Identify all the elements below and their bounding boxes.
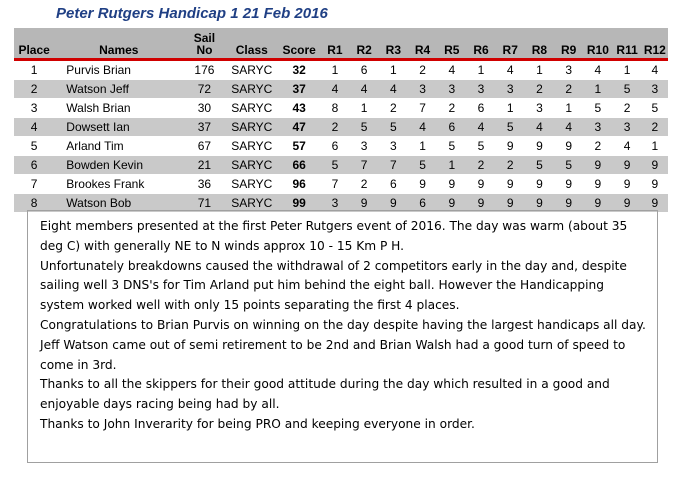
col-header-r2: R2 (350, 28, 379, 60)
race-result-cell: 9 (642, 194, 668, 213)
place-cell: 7 (14, 175, 54, 194)
col-header-r12: R12 (642, 28, 668, 60)
race-result-cell: 5 (612, 80, 641, 99)
race-result-cell: 1 (554, 99, 583, 118)
col-header-r10: R10 (583, 28, 612, 60)
score-cell: 99 (278, 194, 320, 213)
race-result-cell: 9 (496, 194, 525, 213)
name-cell: Watson Jeff (54, 80, 183, 99)
race-result-cell: 5 (583, 99, 612, 118)
race-result-cell: 9 (612, 175, 641, 194)
class-cell: SARYC (226, 80, 278, 99)
race-result-cell: 5 (525, 156, 554, 175)
sail-no-cell: 21 (183, 156, 225, 175)
race-result-cell: 3 (583, 118, 612, 137)
race-result-cell: 3 (496, 80, 525, 99)
place-cell: 6 (14, 156, 54, 175)
race-result-cell: 4 (496, 60, 525, 80)
race-result-cell: 4 (437, 60, 466, 80)
report-paragraph: Eight members presented at the first Peter Rutgers event of 2016. The day was warm (about 35 deg C) with generally NE to N winds approx 10 - 15 Km P H. (40, 219, 628, 253)
race-result-cell: 2 (583, 137, 612, 156)
class-cell: SARYC (226, 60, 278, 80)
name-cell: Brookes Frank (54, 175, 183, 194)
table-row (14, 137, 668, 156)
race-result-cell: 9 (525, 175, 554, 194)
race-result-cell: 9 (496, 137, 525, 156)
race-result-cell: 2 (408, 60, 437, 80)
race-result-cell: 4 (642, 60, 668, 80)
report-paragraph: Thanks to all the skippers for their good attitude during the day which resulted in a good and enjoyable days racing being had by all. (40, 377, 610, 412)
race-result-cell: 9 (554, 175, 583, 194)
race-result-cell: 5 (466, 137, 495, 156)
race-result-cell: 7 (379, 156, 408, 175)
race-result-cell: 3 (642, 80, 668, 99)
score-cell: 66 (278, 156, 320, 175)
sail-no-cell: 176 (183, 60, 225, 80)
race-result-cell: 8 (320, 99, 349, 118)
race-result-cell: 6 (466, 99, 495, 118)
race-result-cell: 3 (437, 80, 466, 99)
col-header-r1: R1 (320, 28, 349, 60)
score-cell: 43 (278, 99, 320, 118)
race-result-cell: 9 (496, 175, 525, 194)
race-result-cell: 1 (642, 137, 668, 156)
race-result-cell: 2 (350, 175, 379, 194)
table-row (14, 60, 668, 80)
race-result-cell: 5 (408, 156, 437, 175)
race-result-cell: 9 (554, 194, 583, 213)
col-header-sail-no (183, 28, 225, 60)
sail-no-cell: 67 (183, 137, 225, 156)
race-result-cell: 1 (379, 60, 408, 80)
race-result-cell: 4 (466, 118, 495, 137)
score-cell: 96 (278, 175, 320, 194)
race-result-cell: 2 (320, 118, 349, 137)
race-result-cell: 1 (496, 99, 525, 118)
race-result-cell: 9 (437, 175, 466, 194)
name-cell: Bowden Kevin (54, 156, 183, 175)
col-header-r3: R3 (379, 28, 408, 60)
race-result-cell: 9 (612, 156, 641, 175)
race-result-cell: 9 (379, 194, 408, 213)
table-row (14, 118, 668, 137)
race-result-cell: 2 (496, 156, 525, 175)
race-result-cell: 7 (408, 99, 437, 118)
place-cell: 4 (14, 118, 54, 137)
race-result-cell: 5 (379, 118, 408, 137)
race-report (27, 210, 658, 463)
race-result-cell: 2 (437, 99, 466, 118)
report-paragraph: Thanks to John Inverarity for being PRO and keeping everyone in order. (40, 416, 475, 431)
race-result-cell: 9 (583, 156, 612, 175)
document-title: Peter Rutgers Handicap 1 21 Feb 2016 (56, 5, 328, 22)
header-row (14, 28, 668, 60)
race-result-cell: 9 (466, 175, 495, 194)
col-header-r6: R6 (466, 28, 495, 60)
race-result-cell: 4 (320, 80, 349, 99)
race-result-cell: 9 (642, 156, 668, 175)
race-result-cell: 1 (320, 60, 349, 80)
race-result-cell: 5 (554, 156, 583, 175)
race-result-cell: 9 (583, 175, 612, 194)
col-header-r4: R4 (408, 28, 437, 60)
race-result-cell: 2 (466, 156, 495, 175)
race-result-cell: 3 (350, 137, 379, 156)
sail-no-cell: 37 (183, 118, 225, 137)
race-result-cell: 1 (350, 99, 379, 118)
name-cell: Walsh Brian (54, 99, 183, 118)
race-result-cell: 4 (408, 118, 437, 137)
class-cell: SARYC (226, 194, 278, 213)
race-result-cell: 4 (554, 118, 583, 137)
race-result-cell: 4 (583, 60, 612, 80)
col-header-r9: R9 (554, 28, 583, 60)
race-result-cell: 9 (525, 194, 554, 213)
table-row (14, 80, 668, 99)
place-cell: 1 (14, 60, 54, 80)
race-result-cell: 1 (437, 156, 466, 175)
race-result-cell: 9 (554, 137, 583, 156)
race-result-cell: 9 (525, 137, 554, 156)
name-cell: Dowsett Ian (54, 118, 183, 137)
col-header-r7: R7 (496, 28, 525, 60)
race-result-cell: 3 (525, 99, 554, 118)
race-result-cell: 2 (612, 99, 641, 118)
race-result-cell: 2 (554, 80, 583, 99)
col-header-r8: R8 (525, 28, 554, 60)
race-result-cell: 9 (583, 194, 612, 213)
results-body (14, 60, 668, 213)
race-result-cell: 7 (320, 175, 349, 194)
race-result-cell: 6 (379, 175, 408, 194)
col-header-r5: R5 (437, 28, 466, 60)
race-result-cell: 4 (612, 137, 641, 156)
report-paragraph: Congratulations to Brian Purvis on winning on the day despite having the largest handicaps all day. (40, 317, 646, 332)
class-cell: SARYC (226, 137, 278, 156)
race-result-cell: 1 (525, 60, 554, 80)
sail-no-cell: 30 (183, 99, 225, 118)
race-result-cell: 3 (408, 80, 437, 99)
race-result-cell: 9 (466, 194, 495, 213)
place-cell: 3 (14, 99, 54, 118)
col-header-class: Class (226, 28, 278, 60)
race-result-cell: 4 (379, 80, 408, 99)
class-cell: SARYC (226, 99, 278, 118)
race-result-cell: 9 (350, 194, 379, 213)
race-result-cell: 5 (642, 99, 668, 118)
sail-no-cell: 71 (183, 194, 225, 213)
place-cell: 8 (14, 194, 54, 213)
race-result-cell: 3 (554, 60, 583, 80)
race-result-cell: 9 (612, 194, 641, 213)
race-result-cell: 2 (525, 80, 554, 99)
race-result-cell: 1 (466, 60, 495, 80)
race-result-cell: 3 (320, 194, 349, 213)
results-table (14, 28, 668, 212)
sail-no-cell: 72 (183, 80, 225, 99)
place-cell: 2 (14, 80, 54, 99)
table-row (14, 156, 668, 175)
race-result-cell: 6 (320, 137, 349, 156)
place-cell: 5 (14, 137, 54, 156)
race-result-cell: 1 (408, 137, 437, 156)
class-cell: SARYC (226, 118, 278, 137)
race-result-cell: 6 (437, 118, 466, 137)
race-result-cell: 7 (350, 156, 379, 175)
race-result-cell: 9 (437, 194, 466, 213)
score-cell: 57 (278, 137, 320, 156)
name-cell: Watson Bob (54, 194, 183, 213)
sail-no-cell: 36 (183, 175, 225, 194)
sail-no-label: Sail No (193, 31, 216, 57)
race-result-cell: 5 (437, 137, 466, 156)
col-header-r11: R11 (612, 28, 641, 60)
race-result-cell: 6 (408, 194, 437, 213)
col-header-score: Score (278, 28, 320, 60)
race-result-cell: 3 (612, 118, 641, 137)
table-row (14, 99, 668, 118)
race-result-cell: 2 (642, 118, 668, 137)
race-result-cell: 5 (320, 156, 349, 175)
class-cell: SARYC (226, 175, 278, 194)
race-result-cell: 9 (642, 175, 668, 194)
race-result-cell: 5 (350, 118, 379, 137)
col-header-place: Place (14, 28, 54, 60)
col-header-names: Names (54, 28, 183, 60)
race-result-cell: 3 (466, 80, 495, 99)
score-cell: 32 (278, 60, 320, 80)
class-cell: SARYC (226, 156, 278, 175)
race-result-cell: 1 (612, 60, 641, 80)
race-result-cell: 6 (350, 60, 379, 80)
name-cell: Arland Tim (54, 137, 183, 156)
race-result-cell: 2 (379, 99, 408, 118)
race-result-cell: 5 (496, 118, 525, 137)
race-result-cell: 4 (525, 118, 554, 137)
name-cell: Purvis Brian (54, 60, 183, 80)
race-result-cell: 4 (350, 80, 379, 99)
table-row (14, 175, 668, 194)
score-cell: 37 (278, 80, 320, 99)
race-result-cell: 1 (583, 80, 612, 99)
report-paragraph: Jeff Watson came out of semi retirement to be 2nd and Brian Walsh had a good turn of speed to come in 3rd. (40, 337, 626, 372)
score-cell: 47 (278, 118, 320, 137)
race-result-cell: 3 (379, 137, 408, 156)
race-result-cell: 9 (408, 175, 437, 194)
report-paragraph: Unfortunately breakdowns caused the withdrawal of 2 competitors early in the day and, despite sailing well 3 DNS's for Tim Arland put him behind the eight ball. However the Handicapping system worked well with only 15 points separating the first 4 places. (40, 258, 627, 313)
